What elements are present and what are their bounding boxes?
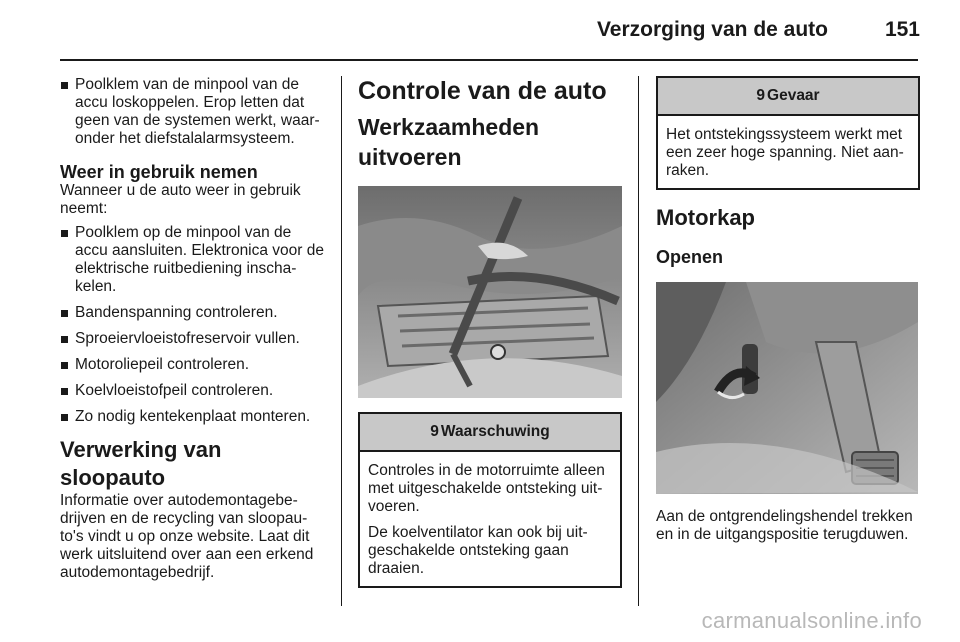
header-rule [60,59,918,61]
column-3 [656,76,920,544]
sub-heading-line-1: Werkzaamheden [358,114,540,140]
section-heading: Motorkap [656,205,755,230]
sub-heading [358,112,622,172]
release-lever-photo [656,282,918,494]
column-2 [358,76,622,588]
engine-bay-photo [358,186,622,398]
list-item: Poolklem op de minpool van de accu aansluiten. Elektronica voor de elektrische ruitbediening inscha-kelen. [60,224,328,296]
reuse-heading: Weer in gebruik nemen [60,162,258,182]
storage-bullet-list [60,76,328,148]
list-item: Zo nodig kentekenplaat monteren. [60,408,328,426]
disposal-heading: Verwerking van sloopauto [60,437,222,490]
watermark: carmanualsonline.info [701,608,922,633]
warning-icon: 9 [756,87,766,104]
danger-box-body [658,116,918,188]
sub-heading-line-2: uitvoeren [358,144,462,170]
warning-icon: 9 [430,423,439,440]
column-divider-1 [341,76,342,606]
main-heading: Controle van de auto [358,77,607,105]
list-item: Bandenspanning controleren. [60,304,328,322]
photo-caption: Aan de ontgrendelingshendel trekken en in de uitgangspositie terugduwen. [656,508,913,543]
subsection-heading: Openen [656,247,724,267]
page-number: 151 [884,18,920,41]
warning-box-body [360,452,620,586]
reuse-intro: Wanneer u de auto weer in gebruik neemt: [60,182,301,217]
list-item: Koelvloeistofpeil controleren. [60,382,328,400]
warning-box [358,412,622,588]
danger-box [656,76,920,190]
list-item: Poolklem van de minpool van de accu loskoppelen. Erop letten dat geen van de systemen werkt, waar-onder het diefstalalarmsysteem. [60,76,328,148]
warning-box-header [360,414,620,452]
reuse-bullet-list [60,224,328,426]
disposal-text: Informatie over autodemontagebe-drijven en de recycling van sloopau-to's vindt u op onze website. Laat dit werk uitsluitend over aan een erkend autodemontagebedrijf. [60,492,314,581]
warning-paragraph: Controles in de motorruimte alleen met uitgeschakelde ontsteking uit-voeren. [368,462,605,515]
column-divider-2 [638,76,639,606]
warning-title: Waarschuwing [440,423,550,440]
danger-title: Gevaar [767,87,820,104]
list-item: Sproeiervloeistofreservoir vullen. [60,330,328,348]
list-item: Motoroliepeil controleren. [60,356,328,374]
danger-text: Het ontstekingssysteem werkt met een zeer hoge spanning. Niet aan-raken. [666,126,904,179]
column-1 [60,76,328,582]
danger-box-header [658,78,918,116]
warning-paragraph: De koelventilator kan ook bij uit-geschakelde ontsteking gaan draaien. [368,524,588,577]
running-header-title: Verzorging van de auto [596,18,828,41]
